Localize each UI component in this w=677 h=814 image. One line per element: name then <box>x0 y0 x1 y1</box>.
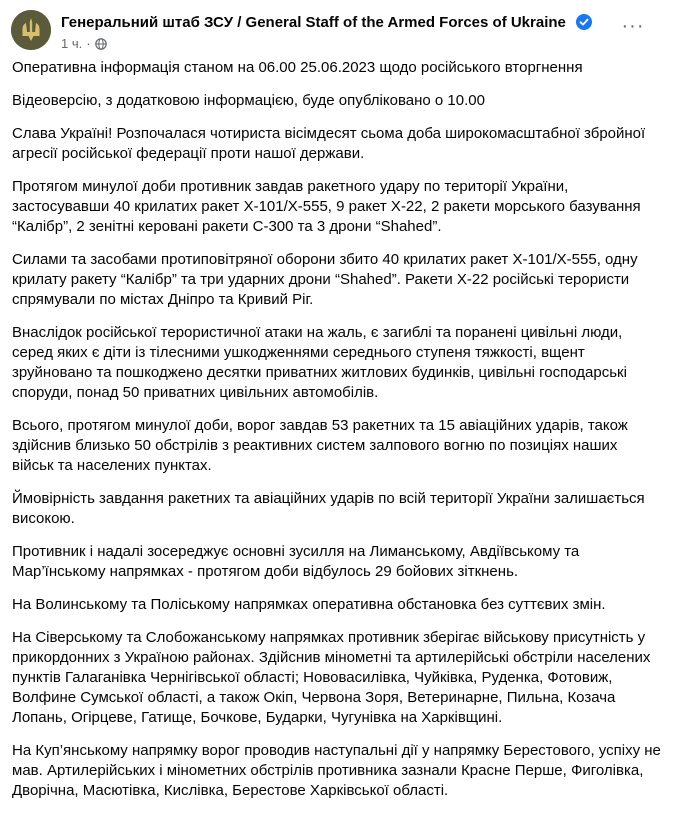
globe-icon <box>95 38 107 50</box>
post-body <box>12 58 662 814</box>
post-paragraph: Відеоверсію, з додатковою інформацією, буде опубліковано о 10.00 <box>12 92 485 109</box>
post-paragraph: Оперативна інформація станом на 06.00 25.06.2023 щодо російського вторгнення <box>12 59 583 76</box>
post-header <box>11 10 677 56</box>
post-paragraph: Силами та засобами протиповітряної оборони збито 40 крилатих ракет Х-101/Х-555, одну крилату ракету “Калібр” та три ударних дрони “Shahed”. Ракети Х-22 російські терористи спрямували по містах Дніпро та Кривий Ріг. <box>12 251 638 308</box>
author-name[interactable]: Генеральний штаб ЗСУ / General Staff of the Armed Forces of Ukraine <box>61 14 566 31</box>
meta-separator: · <box>86 36 91 51</box>
post-paragraph: Противник і надалі зосереджує основні зусилля на Лиманському, Авдіївському та Мар’їнському напрямках - протягом доби відбулось 29 бойових зіткнень. <box>12 543 580 580</box>
more-options-icon[interactable]: ··· <box>621 15 645 37</box>
page-avatar[interactable] <box>11 10 51 50</box>
post-paragraph: Всього, протягом минулої доби, ворог завдав 53 ракетних та 15 авіаційних ударів, також здійснив близько 50 обстрілів з реактивних систем залпового вогню по позиціях наших військ та населених пунктах. <box>12 417 628 474</box>
post-paragraph: Слава Україні! Розпочалася чотириста вісімдесят сьома доба широкомасштабної збройної агресії російської федерації проти нашої держави. <box>12 125 646 162</box>
post-paragraph: На Куп’янському напрямку ворог проводив наступальні дії у напрямку Берестового, успіху не мав. Артилерійських і мінометних обстрілів противника зазнали Красне Перше, Фиголівка, Дворічна, Масютівка, Кислівка, Берестове Харківської області. <box>12 742 661 799</box>
trident-emblem-icon <box>11 10 51 50</box>
verified-badge-icon <box>576 14 592 30</box>
post-timestamp[interactable]: 1 ч. <box>61 36 83 51</box>
post-paragraph: Протягом минулої доби противник завдав ракетного удару по території України, застосувавши 40 крилатих ракет Х-101/Х-555, 9 ракет Х-22, 2 ракети морського базування “Калібр”, 2 зенітні керовані ракети С-300 та 3 дрони “Shahed”. <box>12 178 641 235</box>
post-paragraph: На Сіверському та Слобожанському напрямках противник зберігає військову присутність у прикордонних з Україною районах. Здійснив мінометні та артилерійські обстріли населених пунктів Галаганівка Чернігівської області; Нововасилівка, Чуйківка, Руденка, Фотовиж, Волфине Сумської області, а також Окіп, Червона Зоря, Ветеринарне, Пильна, Козача Лопань, Огірцеве, Гатище, Бочкове, Бударки, Чугунівка на Харківщині. <box>12 629 651 726</box>
post-paragraph: Внаслідок російської терористичної атаки на жаль, є загиблі та поранені цивільні люди, серед яких є діти із тілесними ушкодженнями середнього ступеня тяжкості, вщент зруйновано та пошкоджено десятки приватних житлових будинків, цивільні господарські споруди, понад 50 приватних цивільних автомобілів. <box>12 324 627 401</box>
post-meta <box>61 36 107 52</box>
author-line <box>61 13 592 33</box>
post-paragraph: На Волинському та Поліському напрямках оперативна обстановка без суттєвих змін. <box>12 596 606 613</box>
post-paragraph: Ймовірність завдання ракетних та авіаційних ударів по всій території України залишається високою. <box>12 490 645 527</box>
